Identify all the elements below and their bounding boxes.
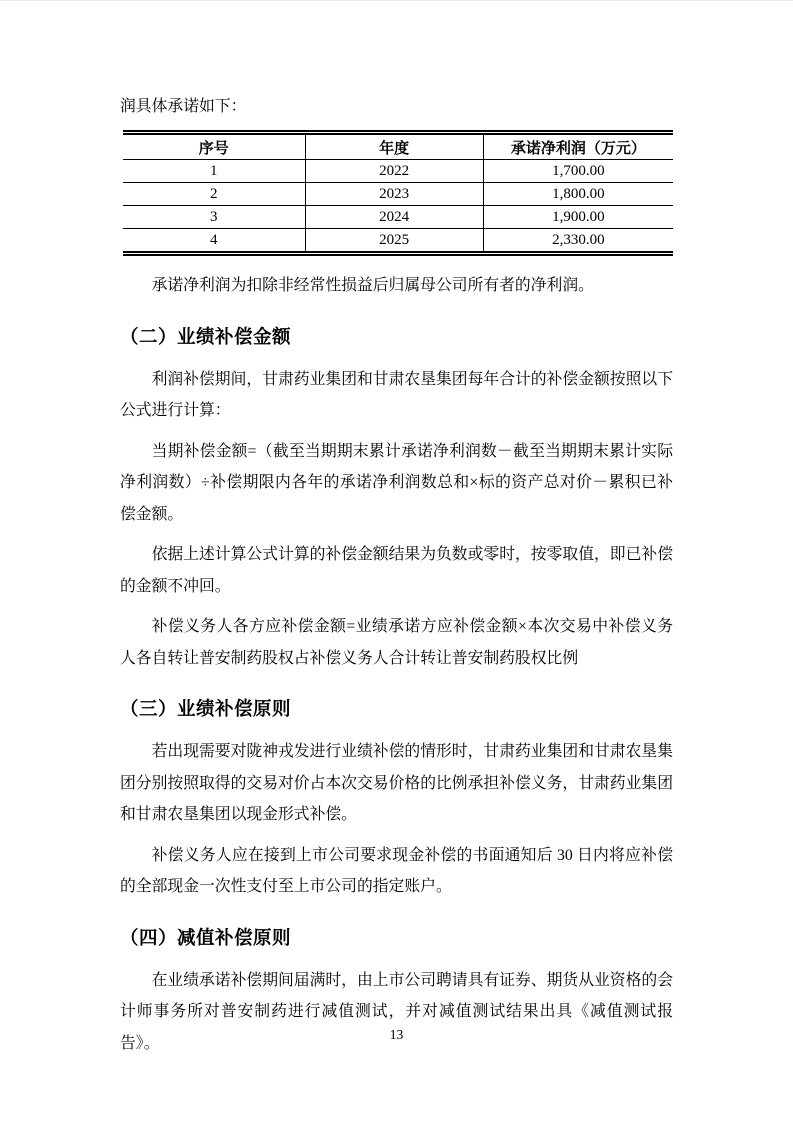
table-cell-amount: 1,700.00 (483, 160, 673, 183)
table-cell-year: 2024 (305, 206, 483, 229)
section-heading-3: （三）业绩补偿原则 (120, 698, 292, 719)
table-cell-year: 2022 (305, 160, 483, 183)
table-cell-amount: 1,900.00 (483, 206, 673, 229)
table-row (123, 206, 673, 229)
profit-commitment-table (123, 130, 673, 256)
note-paragraph: 承诺净利润为扣除非经常性损益后归属母公司所有者的净利润。 (151, 277, 594, 294)
table-cell-seq: 1 (123, 160, 305, 183)
intro-paragraph: 润具体承诺如下： (120, 98, 247, 115)
section-3-paragraph-1: 若出现需要对陇神戎发进行业绩补偿的情形时，甘肃药业集团和甘肃农垦集团分别按照取得的交易对价占本次交易价格的比例承担补偿义务，甘肃药业集团和甘肃农垦集团以现金形式补偿。 (120, 743, 673, 823)
table-cell-year: 2023 (305, 183, 483, 206)
table-cell-seq: 2 (123, 183, 305, 206)
table-cell-amount: 1,800.00 (483, 183, 673, 206)
section-2-paragraph-1: 利润补偿期间，甘肃药业集团和甘肃农垦集团每年合计的补偿金额按照以下公式进行计算： (120, 370, 673, 419)
document-content (120, 96, 673, 1068)
section-2-paragraph-3: 依据上述计算公式计算的补偿金额结果为负数或零时，按零取值，即已补偿的金额不冲回。 (120, 546, 673, 595)
table-header-amount: 承诺净利润（万元） (483, 133, 673, 160)
table-cell-year: 2025 (305, 229, 483, 254)
table-header-seq: 序号 (123, 133, 305, 160)
table-header-row (123, 133, 673, 160)
section-heading-4: （四）减值补偿原则 (120, 926, 292, 948)
table-header-year: 年度 (305, 133, 483, 160)
section-2-paragraph-2: 当期补偿金额=（截至当期期末累计承诺净利润数－截至当期期末累计实际净利润数）÷补偿期限内各年的承诺净利润数总和×标的资产总对价－累积已补偿金额。 (120, 442, 673, 523)
table-row (123, 160, 673, 183)
table-cell-amount: 2,330.00 (483, 229, 673, 254)
section-4-paragraph-1: 在业绩承诺补偿期间届满时，由上市公司聘请具有证券、期货从业资格的会计师事务所对普安制药进行减值测试，并对减值测试结果出具《减值测试报告》。 (120, 971, 673, 1052)
section-3-paragraph-2: 补偿义务人应在接到上市公司要求现金补偿的书面通知后 30 日内将应补偿的全部现金一次性支付至上市公司的指定账户。 (120, 846, 673, 895)
table-row (123, 229, 673, 254)
table-row (123, 183, 673, 206)
table-cell-seq: 4 (210, 231, 218, 248)
page-number: 13 (389, 1027, 404, 1042)
section-heading-2: （二）业绩补偿金额 (120, 325, 292, 347)
table-cell-seq: 3 (123, 206, 305, 229)
section-2-paragraph-4: 补偿义务人各方应补偿金额=业绩承诺方应补偿金额×本次交易中补偿义务人各自转让普安制药股权占补偿义务人合计转让普安制药股权比例 (120, 618, 673, 667)
